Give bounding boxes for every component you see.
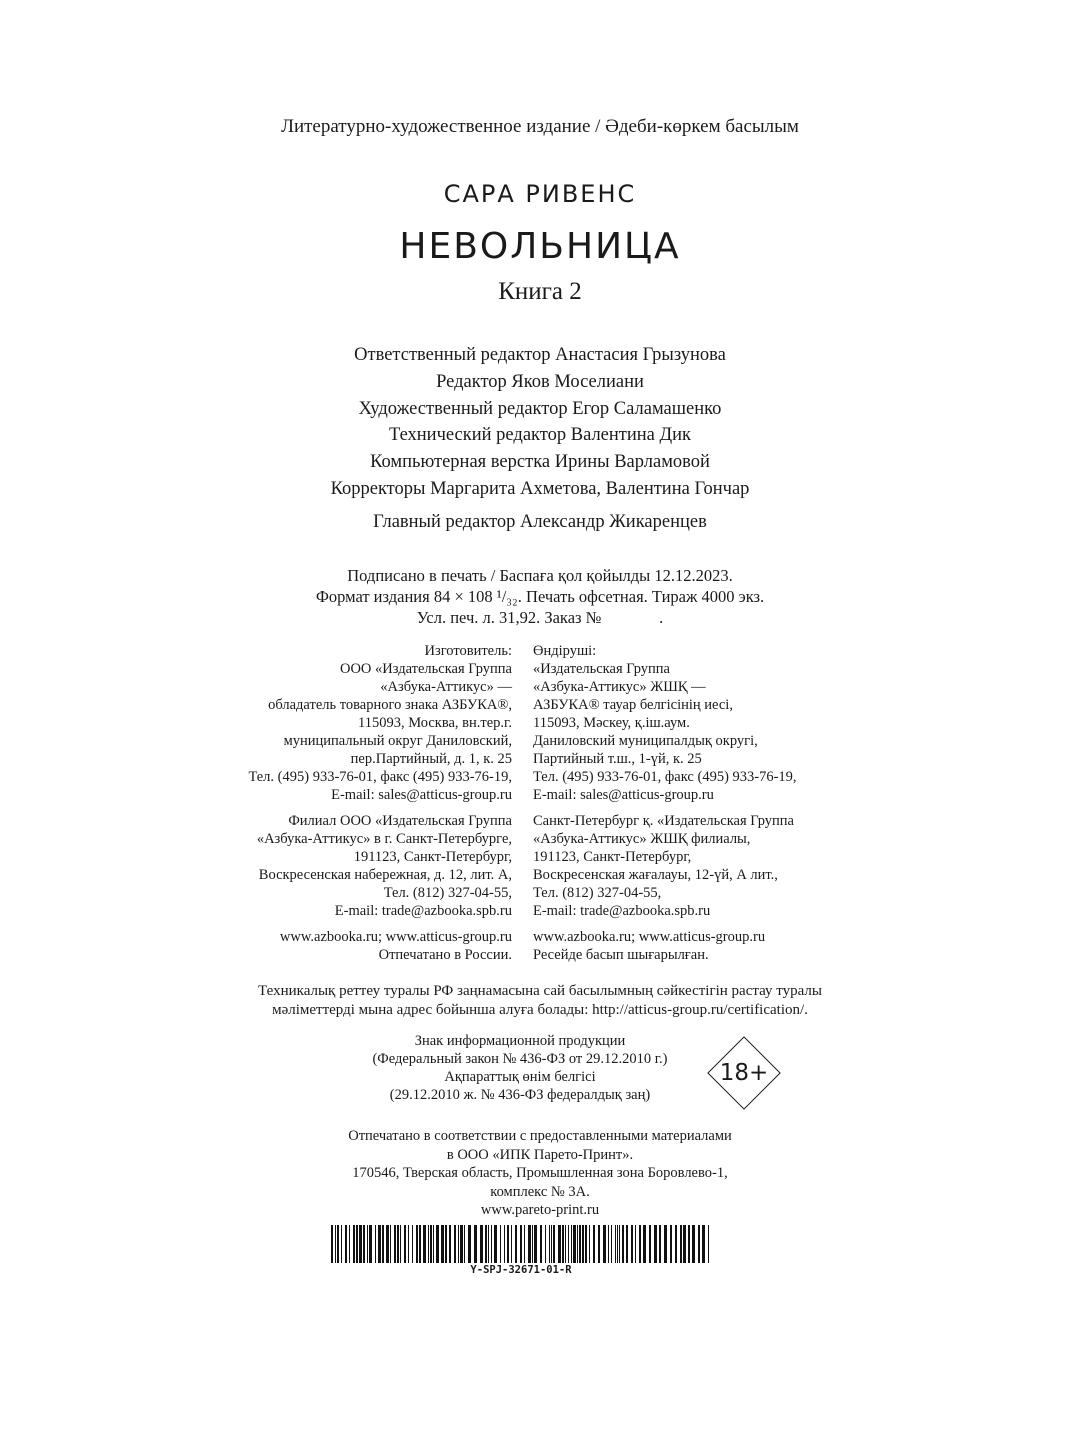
barcode-bar (558, 1225, 561, 1263)
barcode-bar (394, 1225, 396, 1263)
barcode-bar (494, 1225, 497, 1263)
imprint-line: АЗБУКА® тауар белгісінің иесі, (533, 697, 733, 713)
barcode-bar (562, 1225, 564, 1263)
barcode-bar (378, 1225, 381, 1263)
imprint-line: 191123, Санкт-Петербург, (353, 849, 512, 865)
manufacturer-kz (533, 642, 797, 804)
barcode-bar (445, 1225, 447, 1263)
barcode-bar (608, 1225, 609, 1263)
barcode-bar (428, 1225, 429, 1263)
barcode-bar (611, 1225, 612, 1263)
barcode-bar (404, 1225, 406, 1263)
imprint-line: «Азбука-Аттикус» — (380, 679, 512, 695)
barcode-bar (433, 1225, 434, 1263)
barcode-bar (460, 1225, 463, 1263)
barcode-icon (331, 1225, 711, 1263)
barcode-bar (449, 1225, 451, 1263)
barcode-bar (571, 1225, 572, 1263)
imprint-line: Өндіруші: (533, 643, 597, 659)
barcode-bar (683, 1225, 686, 1263)
barcode-bar (416, 1225, 418, 1263)
imprint-line: 115093, Мәскеу, қ.іш.аум. (533, 715, 690, 731)
barcode-bar (369, 1225, 372, 1263)
barcode-bar (626, 1225, 628, 1263)
barcode-bar (568, 1225, 569, 1263)
barcode-bar (622, 1225, 624, 1263)
staff-line: Корректоры Маргарита Ахметова, Валентина Гончар (330, 478, 750, 499)
barcode-bar (375, 1225, 376, 1263)
barcode-bar (345, 1225, 347, 1263)
imprint-line: www.azbooka.ru; www.atticus-group.ru (533, 929, 766, 945)
book-subtitle: Книга 2 (498, 278, 582, 305)
staff-line: Редактор Яков Моселиани (436, 371, 644, 392)
print-info-line: Усл. печ. л. 31,92. Заказ № . (416, 608, 664, 627)
imprint-line: Даниловский муниципалдық округі, (533, 733, 758, 749)
barcode-bar (331, 1225, 333, 1263)
info-mark-line: (29.12.2010 ж. № 436-ФЗ федералдық заң) (389, 1087, 651, 1103)
barcode-bar (702, 1225, 705, 1263)
age-rating-badge (705, 1034, 783, 1112)
barcode-bar (589, 1225, 590, 1263)
barcode-bar (643, 1225, 646, 1263)
imprint-line: «Азбука-Аттикус» ЖШҚ — (533, 679, 706, 695)
barcode-bar (549, 1225, 550, 1263)
imprint-line: Тел. (495) 933-76-01, факс (495) 933-76-19, (248, 769, 512, 785)
barcode-bar (458, 1225, 459, 1263)
chief-editor: Главный редактор Александр Жикаренцев (373, 512, 707, 532)
imprint-line: Тел. (812) 327-04-55, (533, 885, 662, 901)
barcode-bar (631, 1225, 633, 1263)
barcode-bar (349, 1225, 350, 1263)
barcode-bar (408, 1225, 409, 1263)
imprint-line: Отпечатано в России. (378, 947, 512, 963)
barcode-bar (423, 1225, 426, 1263)
certification-note (0, 982, 1080, 1020)
barcode-bar (573, 1225, 576, 1263)
barcode-bar (534, 1225, 537, 1263)
barcode-bar (419, 1225, 421, 1263)
branch-ru (248, 812, 512, 920)
barcode-bar (363, 1225, 365, 1263)
printer-line: в ООО «ИПК Парето-Принт». (446, 1146, 634, 1163)
series-line: Литературно-художественное издание / Әдеби-көркем басылым (281, 116, 799, 137)
manufacturer-ru (248, 642, 512, 804)
barcode-bar (464, 1225, 465, 1263)
barcode-bar (341, 1225, 342, 1263)
barcode-bar (582, 1225, 584, 1263)
imprint-line: Изготовитель: (424, 643, 512, 659)
imprint-line: «Издательская Группа (533, 661, 670, 677)
barcode-bar (507, 1225, 509, 1263)
barcode-bar (454, 1225, 456, 1263)
barcode-bar (654, 1225, 657, 1263)
barcode-label: Y-SPJ-32671-01-R (470, 1264, 572, 1276)
barcode-bar (468, 1225, 471, 1263)
certification-line: Техникалық реттеу туралы РФ заңнамасына сай басылымның сәйкестігін растау туралы (258, 983, 822, 999)
imprint-line: E-mail: sales@atticus-group.ru (331, 787, 512, 803)
author-name: САРА РИВЕНС (443, 180, 637, 208)
imprint-line: Ресейде басып шығарылған. (533, 947, 709, 963)
printer-line: Отпечатано в соответствии с предоставленными материалами (348, 1128, 732, 1144)
barcode-bar (367, 1225, 368, 1263)
staff-line: Компьютерная верстка Ирины Варламовой (370, 452, 710, 473)
imprint-line: Воскресенская набережная, д. 12, лит. А, (258, 867, 512, 883)
barcode-bar (400, 1225, 401, 1263)
imprint-line: обладатель товарного знака АЗБУКА®, (268, 697, 512, 713)
barcode-bar (500, 1225, 501, 1263)
imprint-line: Санкт-Петербург қ. «Издательская Группа (533, 813, 794, 829)
staff-line: Технический редактор Валентина Дик (388, 425, 692, 446)
barcode-bar (337, 1225, 339, 1263)
barcode-bar (491, 1225, 492, 1263)
imprint-line: E-mail: trade@azbooka.spb.ru (533, 903, 711, 919)
barcode-bar (485, 1225, 487, 1263)
barcode-bar (579, 1225, 581, 1263)
barcode-bar (553, 1225, 555, 1263)
barcode-bar (511, 1225, 512, 1263)
info-mark-line: (Федеральный закон № 436-ФЗ от 29.12.2010 г.) (372, 1051, 668, 1067)
imprint-line: Воскресенская жағалауы, 12-үй, А лит., (533, 867, 778, 883)
barcode-bar (619, 1225, 620, 1263)
barcode-bar (528, 1225, 531, 1263)
barcode-bar (488, 1225, 489, 1263)
imprint-column-ru (248, 642, 512, 964)
barcode-bar (565, 1225, 566, 1263)
barcode-bar (670, 1225, 672, 1263)
barcode-bar (635, 1225, 636, 1263)
info-mark-line: Ақпараттық өнім белгісі (444, 1069, 596, 1085)
barcode-bar (436, 1225, 439, 1263)
barcode-bar (664, 1225, 667, 1263)
imprint-line: «Азбука-Аттикус» в г. Санкт-Петербурге, (256, 831, 512, 847)
imprint-line: пер.Партийный, д. 1, к. 25 (350, 751, 512, 767)
barcode-bar (524, 1225, 525, 1263)
imprint-line: ООО «Издательская Группа (339, 661, 512, 677)
imprint-column-kz (533, 642, 797, 964)
imprint-line: 115093, Москва, вн.тер.г. (358, 715, 512, 731)
imprint-line: 191123, Санкт-Петербург, (533, 849, 692, 865)
barcode-bar (390, 1225, 391, 1263)
print-info-line: Формат издания 84 × 108 ¹/₃₂. Печать офсетная. Тираж 4000 экз. (315, 587, 765, 606)
printer-line: 170546, Тверская область, Промышленная зона Боровлево-1, (352, 1165, 728, 1181)
printer-line: www.pareto-print.ru (480, 1202, 600, 1218)
certification-line: мәліметтерді мына адрес бойынша алуға болады: http://atticus-group.ru/certification/. (272, 1002, 808, 1018)
age-rating-text: 18+ (719, 1060, 769, 1086)
imprint-line: «Азбука-Аттикус» ЖШҚ филиалы, (533, 831, 751, 847)
print-info (0, 565, 1080, 628)
barcode-bar (356, 1225, 358, 1263)
barcode-bar (382, 1225, 384, 1263)
barcode-bar (353, 1225, 355, 1263)
barcode-bar (545, 1225, 546, 1263)
barcode-bar (639, 1225, 641, 1263)
barcode-bar (708, 1225, 709, 1263)
imprint-line: Партийный т.ш., 1-үй, к. 25 (533, 751, 702, 767)
imprint-line: www.azbooka.ru; www.atticus-group.ru (279, 929, 512, 945)
staff-line: Художественный редактор Егор Саламашенко (358, 398, 722, 419)
barcode-bar (504, 1225, 505, 1263)
barcode-bar (692, 1225, 695, 1263)
barcode-bar (617, 1225, 618, 1263)
imprint-line: Тел. (812) 327-04-55, (383, 885, 512, 901)
imprint-line: муниципальный округ Даниловский, (283, 733, 512, 749)
barcode-bar (675, 1225, 677, 1263)
barcode-bar (441, 1225, 444, 1263)
barcode-bar (540, 1225, 542, 1263)
web-kz (533, 928, 797, 964)
barcode-bar (412, 1225, 413, 1263)
imprint-line: E-mail: trade@azbooka.spb.ru (334, 903, 512, 919)
barcode-bar (359, 1225, 362, 1263)
printer-info (0, 1127, 1080, 1220)
barcode-bar (551, 1225, 552, 1263)
web-ru (248, 928, 512, 964)
printer-line: комплекс № 3А. (490, 1183, 590, 1200)
barcode-bar (515, 1225, 517, 1263)
imprint-line: Филиал ООО «Издательская Группа (288, 813, 512, 829)
barcode-bar (520, 1225, 522, 1263)
barcode-bar (615, 1225, 616, 1263)
barcode-bar (603, 1225, 606, 1263)
barcode-bar (649, 1225, 651, 1263)
book-title: НЕВОЛЬНИЦА (399, 226, 681, 267)
barcode-bar (585, 1225, 587, 1263)
barcode-bar (598, 1225, 600, 1263)
barcode-bar (680, 1225, 682, 1263)
barcode-bar (593, 1225, 595, 1263)
barcode-bar (430, 1225, 432, 1263)
barcode-bar (532, 1225, 533, 1263)
barcode-bar (698, 1225, 700, 1263)
staff-line: Ответственный редактор Анастасия Грызунова (354, 345, 726, 365)
barcode-bar (688, 1225, 690, 1263)
barcode-bar (474, 1225, 477, 1263)
barcode-bar (397, 1225, 399, 1263)
imprint-line: Тел. (495) 933-76-01, факс (495) 933-76-19, (533, 769, 797, 785)
info-product-mark (300, 1032, 740, 1104)
barcode-bar (386, 1225, 389, 1263)
barcode-bar (335, 1225, 336, 1263)
barcode-bar (480, 1225, 483, 1263)
print-info-line: Подписано в печать / Баспаға қол қойылды 12.12.2023. (347, 566, 733, 585)
staff-list (0, 342, 1080, 503)
barcode-bar (659, 1225, 661, 1263)
branch-kz (533, 812, 797, 920)
info-mark-line: Знак информационной продукции (414, 1033, 626, 1049)
barcode-bar (577, 1225, 578, 1263)
imprint-line: E-mail: sales@atticus-group.ru (533, 787, 714, 803)
